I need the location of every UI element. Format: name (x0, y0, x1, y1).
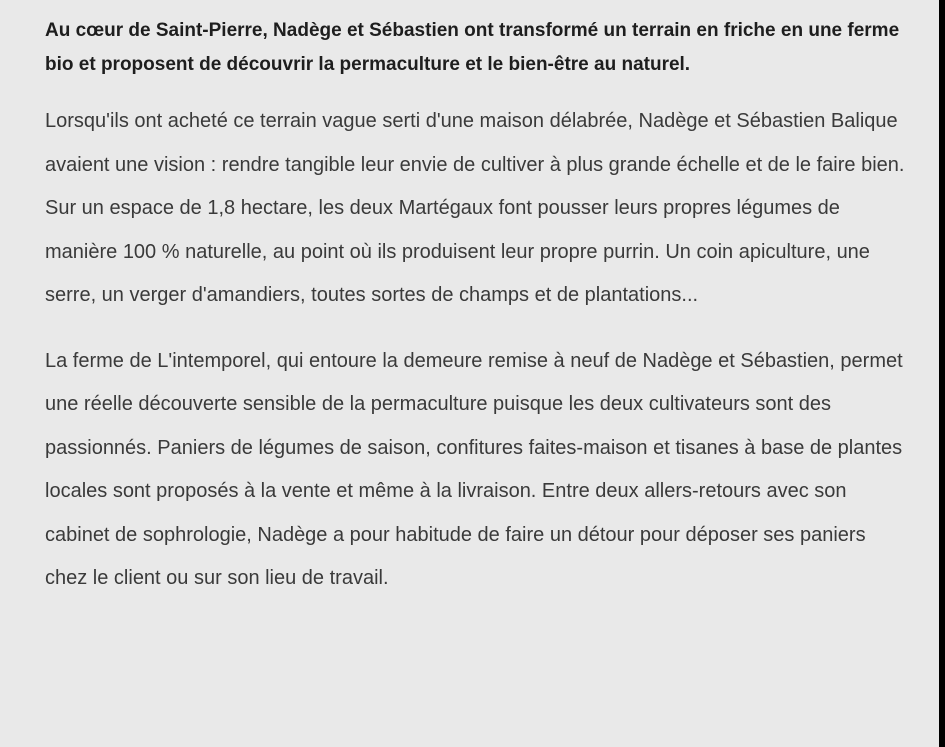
article-body (45, 14, 905, 601)
article-paragraph-2: La ferme de L'intemporel, qui entoure la demeure remise à neuf de Nadège et Sébastien, permet une réelle découverte sensible de la permaculture puisque les deux cultivateurs sont des passionnés. Paniers de légumes de saison, confitures faites-maison et tisanes à base de plantes locales sont proposés à la vente et même à la livraison. Entre deux allers-retours avec son cabinet de sophrologie, Nadège a pour habitude de faire un détour pour déposer ses paniers chez le client ou sur son lieu de travail. (45, 349, 903, 589)
article-paragraph-1: Lorsqu'ils ont acheté ce terrain vague serti d'une maison délabrée, Nadège et Sébastien Balique avaient une vision : rendre tangible leur envie de cultiver à plus grande échelle et de le faire bien. Sur un espace de 1,8 hectare, les deux Martégaux font pousser leurs propres légumes de manière 100 % naturelle, au point où ils produisent leur propre purrin. Un coin apiculture, une serre, un verger d'amandiers, toutes sortes de champs et de plantations... (45, 110, 905, 306)
article-lead: Au cœur de Saint-Pierre, Nadège et Sébastien ont transformé un terrain en friche en une ferme bio et proposent de découvrir la permaculture et le bien-être au naturel. (45, 20, 900, 75)
